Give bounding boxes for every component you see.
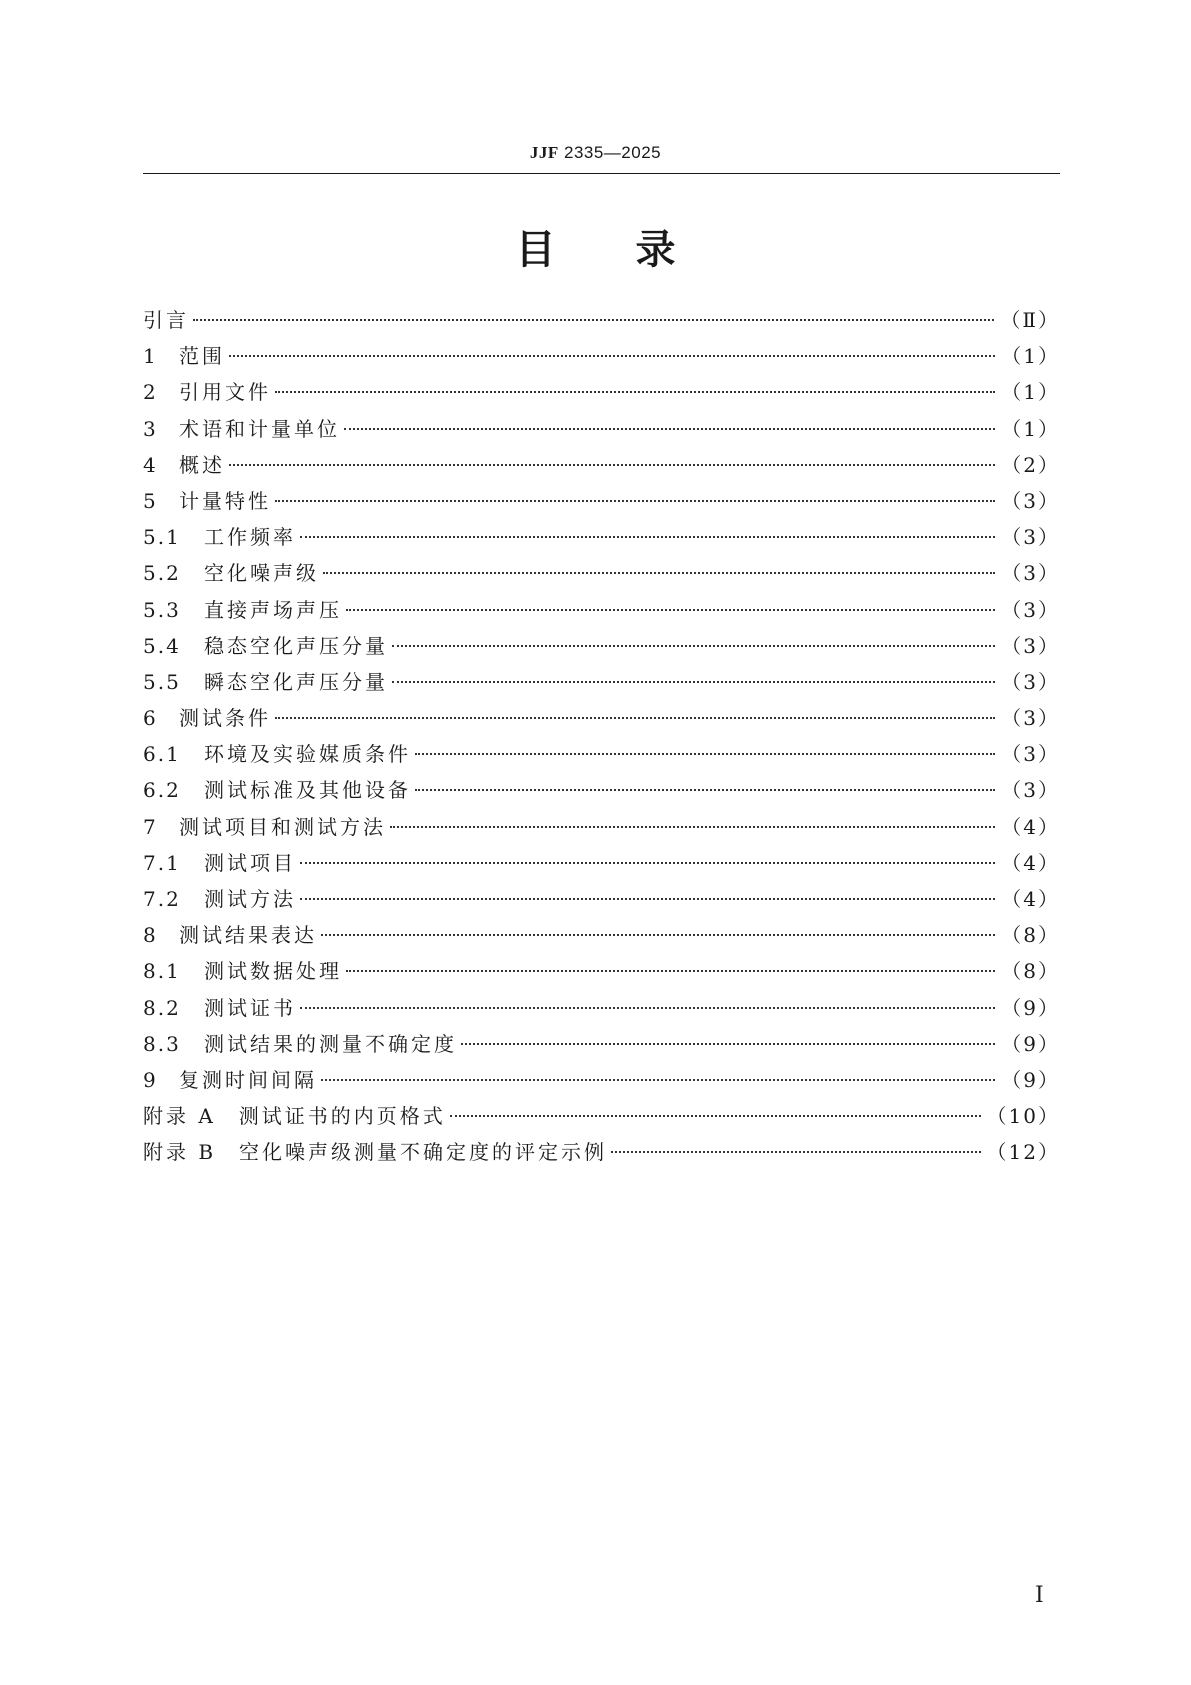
toc-entry-page: （3） [1001,669,1060,694]
toc-dot-leader [275,717,995,719]
toc-entry[interactable] [143,1026,1060,1062]
toc-entry-page: （2） [1001,452,1060,477]
toc-entry-page: （9） [1001,1067,1060,1092]
toc-entry[interactable] [143,555,1060,591]
toc-entry-label: 环境及实验媒质条件 [204,742,411,767]
toc-entry[interactable] [143,1098,1060,1134]
toc-entry-page: （9） [1001,995,1060,1020]
toc-entry-label: 附录 A 测试证书的内页格式 [143,1104,446,1129]
toc-entry-label: 范围 [179,344,225,369]
toc-entry-page: （3） [1001,488,1060,513]
toc-dot-leader [450,1115,981,1117]
toc-entry-page: （1） [1001,380,1060,405]
page-number: Ⅰ [1035,1583,1044,1608]
toc-entry[interactable] [143,664,1060,700]
toc-entry-page: （3） [1001,561,1060,586]
toc-entry-label: 引用文件 [179,380,271,405]
toc-entry[interactable] [143,917,1060,953]
table-of-contents [143,302,1060,1171]
toc-dot-leader [415,753,995,755]
toc-entry[interactable] [143,700,1060,736]
toc-entry-page: （3） [1001,525,1060,550]
toc-entry-page: （3） [1001,633,1060,658]
toc-entry-label: 测试项目和测试方法 [179,814,386,839]
toc-dot-leader [346,970,995,972]
header-rule [143,173,1060,174]
toc-entry-number: 6.1 [143,742,181,767]
toc-entry-number: 5.2 [143,561,181,586]
toc-entry[interactable] [143,519,1060,555]
toc-entry[interactable] [143,483,1060,519]
document-code-prefix: JJF [529,143,559,162]
toc-entry[interactable] [143,845,1060,881]
toc-dot-leader [300,536,995,538]
toc-dot-leader [275,391,995,393]
toc-entry[interactable] [143,628,1060,664]
toc-entry-number: 8.3 [143,1031,181,1056]
toc-entry-number: 5.4 [143,633,181,658]
toc-entry-label: 测试证书 [204,995,296,1020]
toc-entry-page: （4） [1001,887,1060,911]
toc-dot-leader [321,1079,995,1081]
toc-entry-label: 测试标准及其他设备 [204,778,411,803]
toc-dot-leader [300,1007,995,1009]
toc-dot-leader [275,500,995,502]
toc-entry-number: 6 [143,706,158,731]
toc-entry-number: 3 [143,416,158,441]
toc-entry-page: （4） [1001,814,1060,839]
toc-entry[interactable] [143,338,1060,374]
toc-entry[interactable] [143,302,1060,338]
toc-entry-label: 直接声场声压 [204,597,342,622]
toc-entry-label: 测试结果的测量不确定度 [204,1031,457,1056]
toc-dot-leader [390,826,995,828]
toc-entry[interactable] [143,881,1060,917]
toc-entry-page: （8） [1001,923,1060,948]
toc-entry-number: 5.5 [143,669,181,694]
toc-dot-leader [321,934,995,936]
toc-dot-leader [392,681,995,683]
toc-dot-leader [344,428,995,430]
toc-entry-number: 8 [143,923,158,948]
toc-entry-page: （10） [986,1104,1060,1129]
toc-entry-label: 附录 B 空化噪声级测量不确定度的评定示例 [143,1140,608,1165]
toc-entry-page: （3） [1001,778,1060,803]
toc-entry-page: （1） [1001,416,1060,441]
document-code-number: 2335—2025 [563,143,662,162]
toc-entry-number: 9 [143,1067,158,1092]
toc-dot-leader [611,1151,980,1153]
toc-entry-number: 4 [143,452,158,477]
toc-entry-page: （4） [1001,850,1060,875]
toc-entry[interactable] [143,990,1060,1026]
toc-entry-page: （3） [1001,597,1060,622]
toc-entry[interactable] [143,1062,1060,1098]
toc-dot-leader [300,862,995,864]
toc-entry-number: 1 [143,344,158,369]
toc-title-char-1: 目 [515,227,556,273]
toc-entry-page: （3） [1001,742,1060,767]
toc-entry-number: 5.3 [143,597,181,622]
toc-entry-label: 测试结果表达 [179,923,317,948]
toc-entry[interactable] [143,736,1060,772]
toc-dot-leader [461,1043,995,1045]
toc-entry-number: 5.1 [143,525,181,550]
toc-entry-number: 7 [143,814,158,839]
toc-entry[interactable] [143,953,1060,989]
toc-entry[interactable] [143,374,1060,410]
toc-entry-label: 引言 [143,308,189,332]
toc-entry[interactable] [143,809,1060,845]
toc-entry-label: 计量特性 [179,488,271,513]
toc-dot-leader [323,572,995,574]
toc-title [0,218,1191,275]
toc-dot-leader [229,355,995,357]
toc-entry[interactable] [143,411,1060,447]
toc-dot-leader [346,609,995,611]
toc-entry-number: 6.2 [143,778,181,803]
toc-entry-page: （9） [1001,1031,1060,1056]
toc-entry-number: 2 [143,380,158,405]
toc-entry-number: 8.2 [143,995,181,1020]
toc-entry-number: 7.2 [143,887,181,911]
toc-entry[interactable] [143,447,1060,483]
toc-entry-label: 测试项目 [204,850,296,875]
toc-entry-label: 概述 [179,452,225,477]
toc-entry-label: 稳态空化声压分量 [204,633,388,658]
toc-entry-label: 工作频率 [204,525,296,550]
document-code [0,143,1191,163]
toc-entry-number: 8.1 [143,959,181,984]
toc-entry[interactable] [143,1134,1060,1170]
toc-entry-label: 测试方法 [204,887,296,911]
toc-entry-page: （8） [1001,959,1060,984]
toc-entry-number: 7.1 [143,850,181,875]
toc-entry-label: 测试数据处理 [204,959,342,984]
toc-entry-page: （3） [1001,706,1060,731]
toc-dot-leader [392,645,995,647]
toc-entry-label: 术语和计量单位 [179,416,340,441]
toc-entry-label: 空化噪声级 [204,561,319,586]
toc-entry-label: 复测时间间隔 [179,1067,317,1092]
toc-entry[interactable] [143,772,1060,808]
toc-entry-number: 5 [143,488,158,513]
toc-entry-page: （Ⅱ） [1000,308,1060,332]
toc-dot-leader [229,464,995,466]
toc-entry[interactable] [143,592,1060,628]
toc-dot-leader [300,898,995,900]
toc-entry-label: 测试条件 [179,706,271,731]
toc-entry-page: （12） [986,1140,1060,1165]
toc-title-char-2: 录 [635,227,676,273]
toc-entry-label: 瞬态空化声压分量 [204,669,388,694]
toc-dot-leader [193,319,994,321]
toc-entry-page: （1） [1001,344,1060,369]
toc-dot-leader [415,789,995,791]
